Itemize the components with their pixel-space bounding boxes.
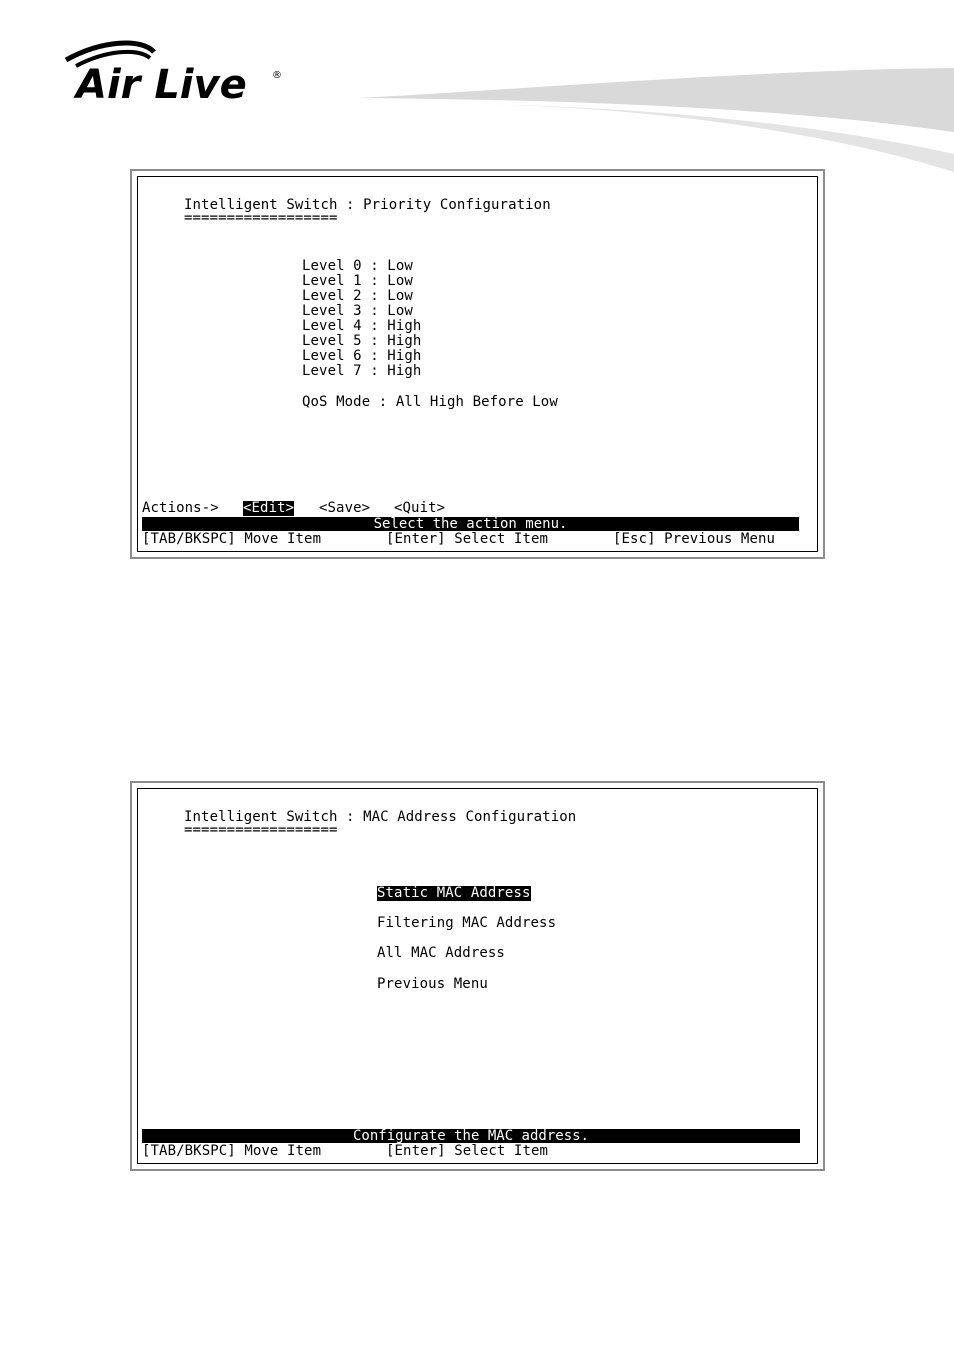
menu-item-static-mac[interactable]: Static MAC Address xyxy=(377,885,531,901)
screen-title: Intelligent Switch : MAC Address Configuration xyxy=(184,809,577,825)
level-7[interactable]: Level 7 : High xyxy=(302,363,422,379)
header-swoosh xyxy=(340,60,954,180)
level-4[interactable]: Level 4 : High xyxy=(302,318,422,334)
save-action-button[interactable]: <Save> xyxy=(319,500,371,516)
level-3[interactable]: Level 3 : Low xyxy=(302,303,413,319)
qos-mode[interactable]: QoS Mode : All High Before Low xyxy=(302,394,558,410)
logo-text: Air Live xyxy=(76,62,247,108)
level-0[interactable]: Level 0 : Low xyxy=(302,258,413,274)
menu-item-all-mac[interactable]: All MAC Address xyxy=(377,945,505,961)
menu-item-filtering-mac[interactable]: Filtering MAC Address xyxy=(377,915,557,931)
level-2[interactable]: Level 2 : Low xyxy=(302,288,413,304)
airlive-logo xyxy=(62,40,292,110)
title-underline: ================== xyxy=(184,822,338,838)
menu-item-previous-menu[interactable]: Previous Menu xyxy=(377,976,488,992)
screen-title: Intelligent Switch : Priority Configuration xyxy=(184,197,551,213)
help-select-item: [Enter] Select Item xyxy=(386,531,549,547)
level-1[interactable]: Level 1 : Low xyxy=(302,273,413,289)
title-underline: ================== xyxy=(184,210,338,226)
airlive-logo-graphic xyxy=(62,40,292,110)
level-6[interactable]: Level 6 : High xyxy=(302,348,422,364)
help-previous-menu: [Esc] Previous Menu xyxy=(613,531,776,547)
help-move-item: [TAB/BKSPC] Move Item xyxy=(142,1143,322,1159)
registered-mark: ® xyxy=(272,70,282,81)
help-move-item: [TAB/BKSPC] Move Item xyxy=(142,531,322,547)
priority-config-screen xyxy=(130,169,825,559)
status-bar: Configurate the MAC address. xyxy=(142,1129,800,1143)
edit-action-button[interactable]: <Edit> xyxy=(243,500,295,516)
quit-action-button[interactable]: <Quit> xyxy=(394,500,446,516)
actions-label: Actions-> xyxy=(142,500,219,516)
status-bar: Select the action menu. xyxy=(142,517,799,531)
help-select-item: [Enter] Select Item xyxy=(386,1143,549,1159)
mac-address-config-screen xyxy=(130,781,825,1171)
terminal-frame xyxy=(137,176,818,552)
level-5[interactable]: Level 5 : High xyxy=(302,333,422,349)
